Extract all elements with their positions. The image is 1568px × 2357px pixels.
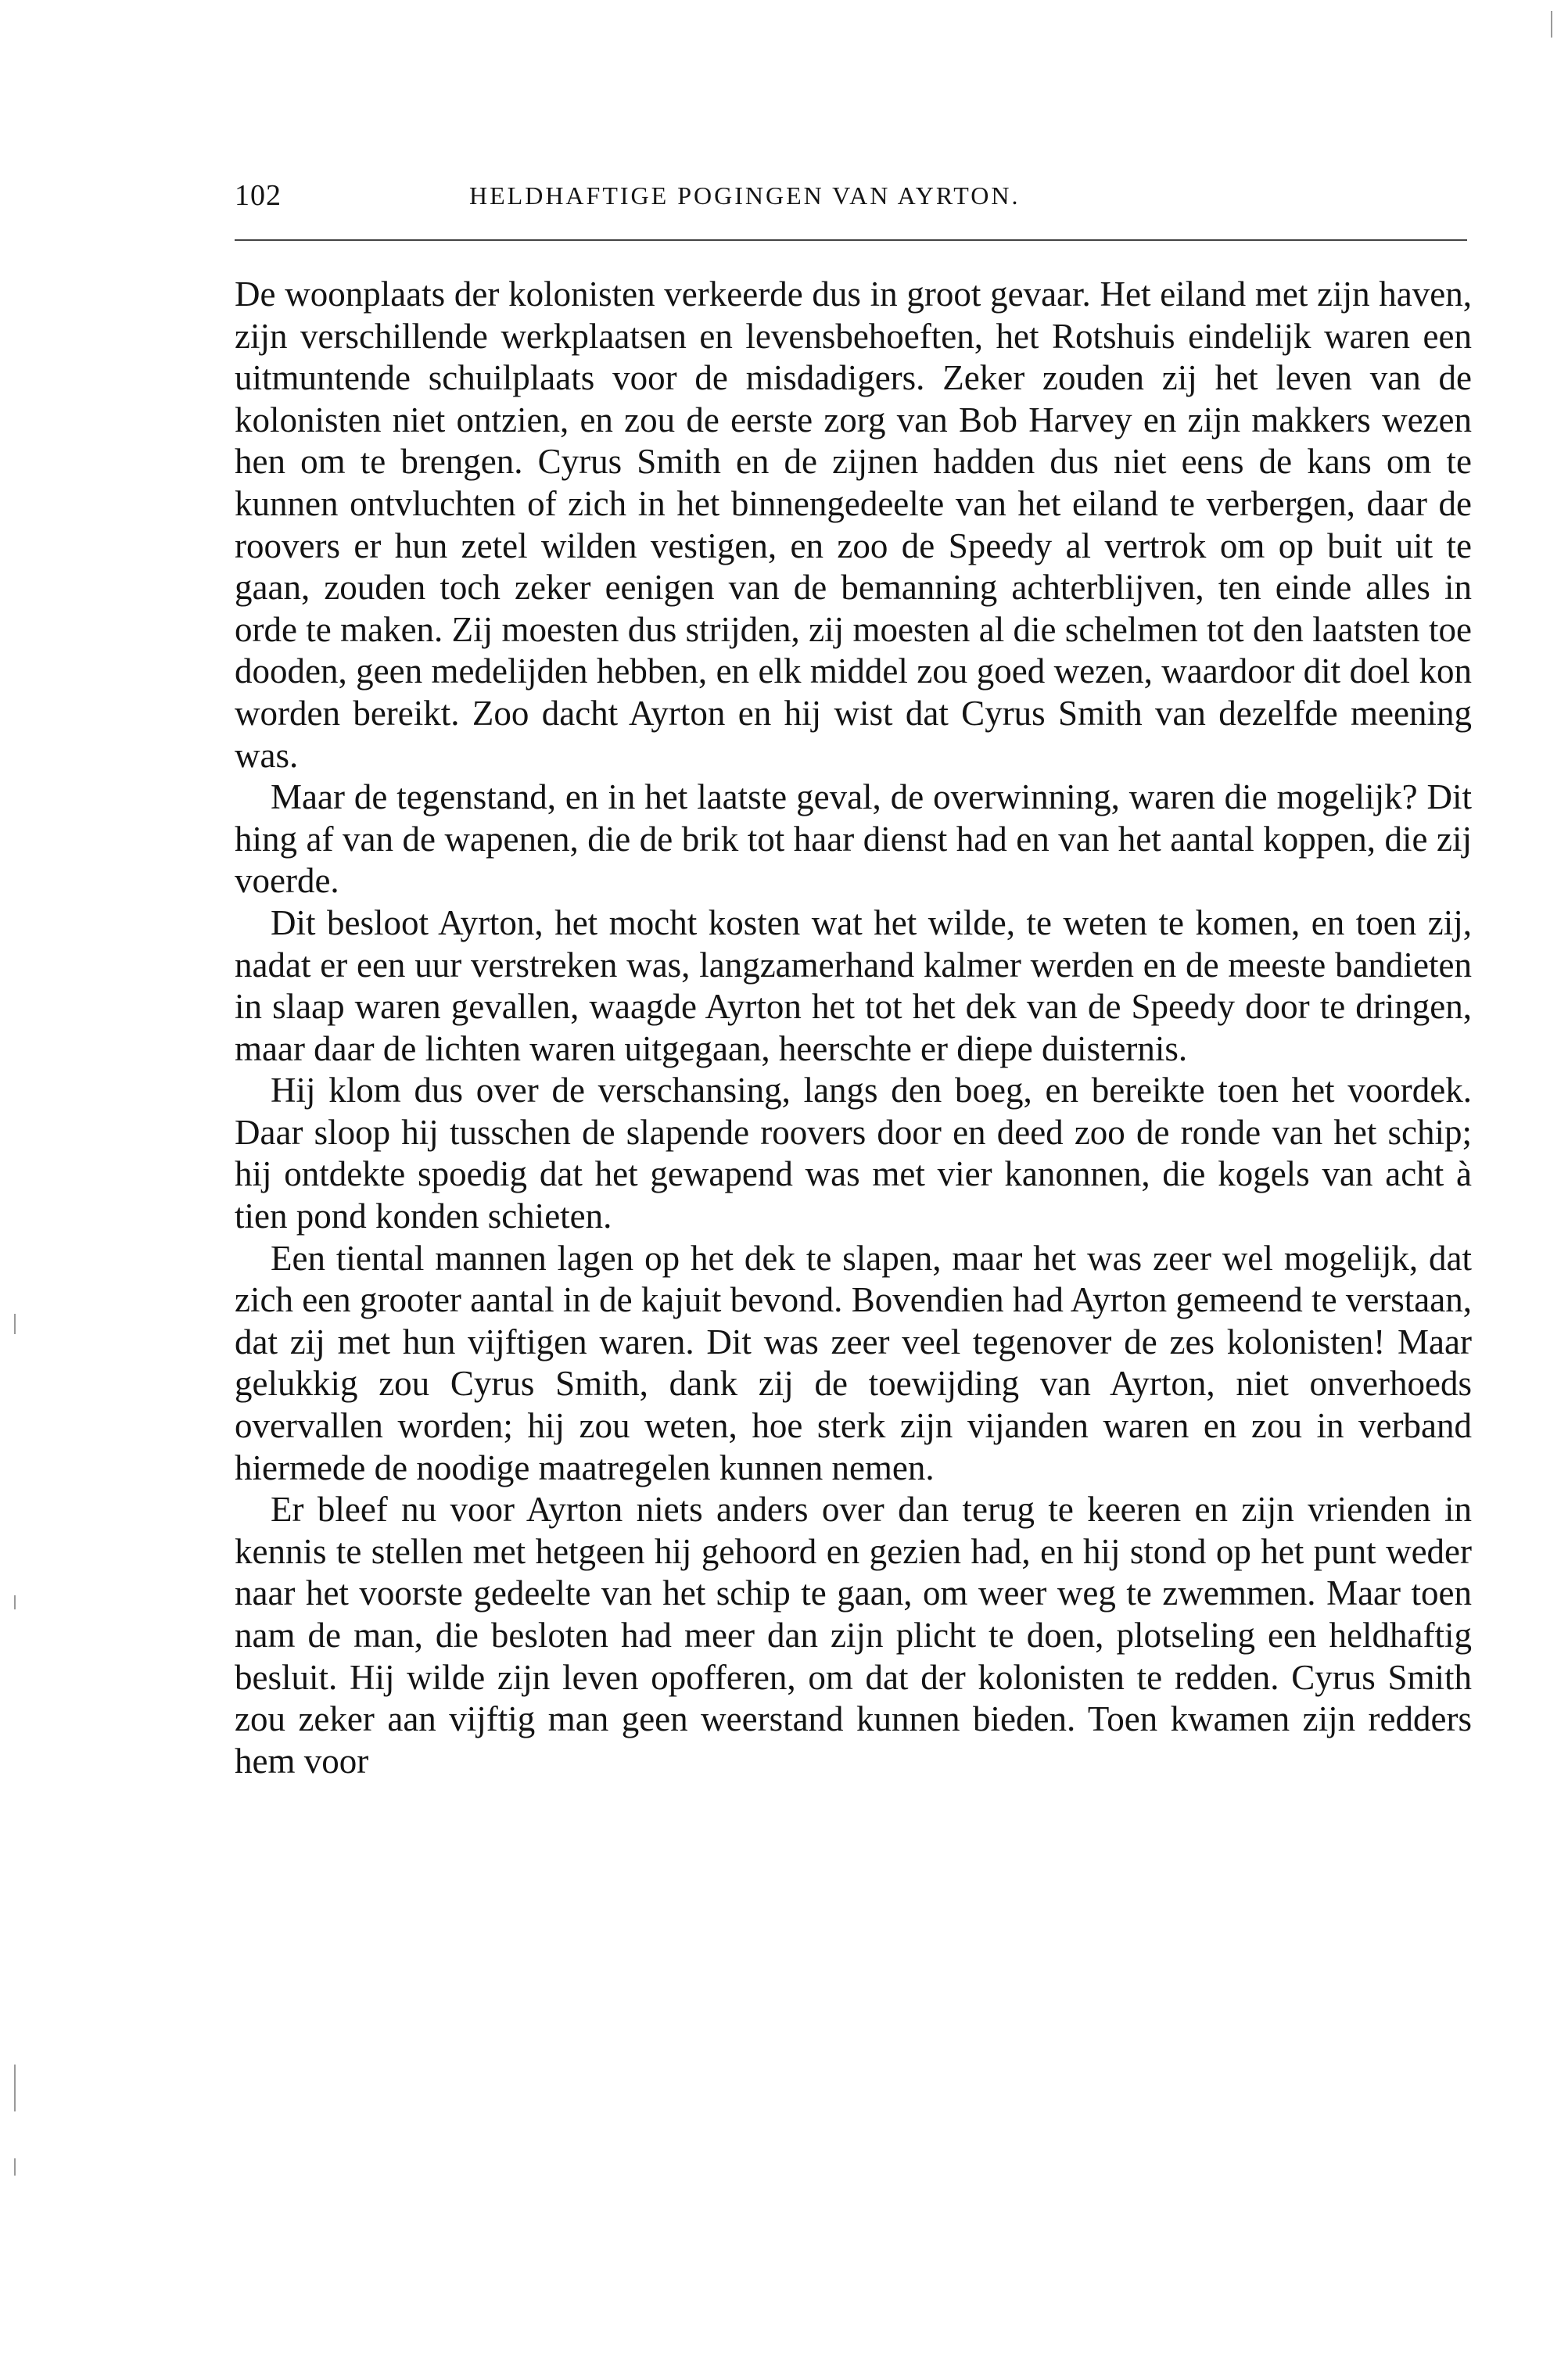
margin-speck [14,1314,16,1334]
margin-speck [1551,11,1552,38]
paragraph: Dit besloot Ayrton, het mocht kosten wat het wilde, te weten te komen, en toen zij, nadat er een uur verstreken was, langzamerhand kalmer werden en de meeste bandieten in slaap waren gevallen, waagde Ayrton het tot het dek van de Speedy door te dringen, maar daar de lichten waren uitgegaan, heerschte er diepe duisternis. [235,902,1472,1068]
running-head [235,178,1470,225]
body-text [235,274,1472,1782]
margin-speck [14,2065,16,2111]
paragraph: Een tiental mannen lagen op het dek te slapen, maar het was zeer wel mogelijk, dat zich een grooter aantal in de kajuit bevond. Bovendien had Ayrton gemeend te verstaan, dat zij met hun vijftigen waren. Dit was zeer veel tegenover de zes kolonisten! Maar gelukkig zou Cyrus Smith, dank zij de toewijding van Ayrton, niet onverhoeds overvallen worden; hij zou weten, hoe sterk zijn vijanden waren en zou in verband hiermede de noodige maatregelen kunnen nemen. [235,1238,1472,1487]
paragraph: Er bleef nu voor Ayrton niets anders over dan terug te keeren en zijn vrienden in kennis te stellen met hetgeen hij gehoord en gezien had, en hij stond op het punt weder naar het voorste gedeelte van het schip te gaan, om weer weg te zwemmen. Maar toen nam de man, die besloten had meer dan zijn plicht te doen, plotseling een heldhaftig besluit. Hij wilde zijn leven opofferen, om dat der kolonisten te redden. Cyrus Smith zou zeker aan vijftig man geen weerstand kunnen bieden. Toen kwamen zijn redders hem voor [235,1490,1472,1781]
page-number: 102 [235,179,282,212]
running-title: HELDHAFTIGE POGINGEN VAN AYRTON. [469,181,1021,210]
paragraph: Hij klom dus over de verschansing, langs den boeg, en bereikte toen het voordek. Daar sloop hij tusschen de slapende roovers door en deed zoo de ronde van het schip; hij ontdekte spoedig dat het gewapend was met vier kanonnen, die kogels van acht à tien pond konden schieten. [235,1071,1472,1236]
paragraph: De woonplaats der kolonisten verkeerde dus in groot gevaar. Het eiland met zijn haven, zijn verschillende werkplaatsen en levensbehoeften, het Rotshuis eindelijk waren een uitmuntende schuilplaats voor de misdadigers. Zeker zouden zij het leven van de kolonisten niet ontzien, en zou de eerste zorg van Bob Harvey en zijn makkers wezen hen om te brengen. Cyrus Smith en de zijnen hadden dus niet eens de kans om te kunnen ontvluchten of zich in het binnengedeelte van het eiland te verbergen, daar de roovers er hun zetel wilden vestigen, en zoo de Speedy al vertrok om op buit uit te gaan, zouden toch zeker eenigen van de bemanning achterblijven, ten einde alles in orde te maken. Zij moesten dus strijden, zij moesten al die schelmen tot den laatsten toe dooden, geen medelijden hebben, en elk middel zou goed wezen, waardoor dit doel kon worden bereikt. Zoo dacht Ayrton en hij wist dat Cyrus Smith van dezelfde meening was. [235,274,1472,775]
paragraph: Maar de tegenstand, en in het laatste geval, de overwinning, waren die mogelijk? Dit hing af van de wapenen, die de brik tot haar dienst had en van het aantal koppen, die zij voerde. [235,777,1472,901]
header-rule [235,239,1467,241]
margin-speck [14,2158,16,2176]
margin-speck [14,1595,16,1609]
